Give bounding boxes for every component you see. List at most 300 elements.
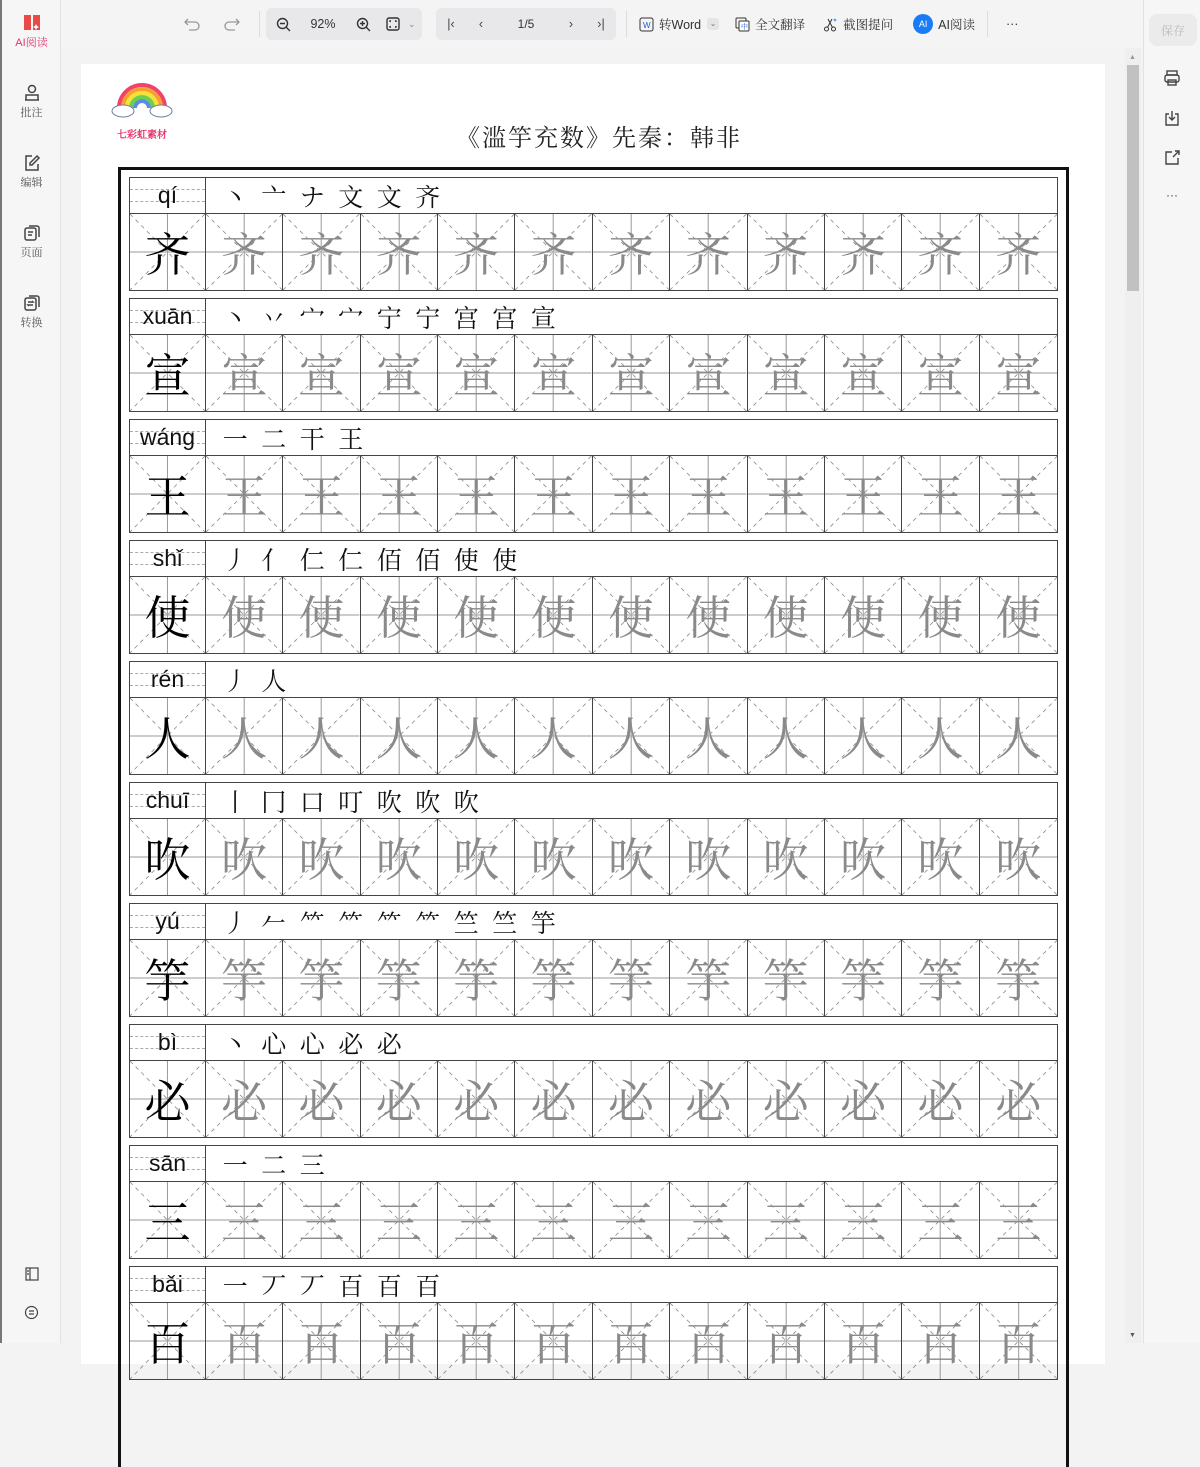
- tracing-character: 人: [685, 712, 732, 766]
- tracing-cell: [670, 698, 747, 774]
- stroke-step: 王: [338, 424, 364, 454]
- stroke-step: 必: [338, 1029, 364, 1059]
- tracing-cell: [825, 577, 902, 653]
- pinyin-row: [129, 1145, 1058, 1182]
- more-button[interactable]: ···: [1005, 17, 1019, 31]
- tracing-character: 人: [530, 712, 577, 766]
- stroke-step: 百: [376, 1271, 402, 1301]
- tracing-character: 使: [995, 591, 1042, 645]
- pinyin-row: [129, 661, 1058, 698]
- tracing-cell: [515, 819, 592, 895]
- translate-icon: [735, 17, 750, 32]
- stroke-step: 丆: [261, 1271, 287, 1301]
- model-character-cell: [130, 940, 206, 1016]
- character-row: [129, 1024, 1058, 1138]
- tracing-cell: [825, 1182, 902, 1258]
- fit-icon: [386, 17, 400, 31]
- pinyin-cell: [130, 1146, 206, 1181]
- model-character: 使: [144, 591, 191, 645]
- pinyin: chuī: [145, 787, 190, 813]
- tracing-cell: [980, 1182, 1057, 1258]
- pinyin-row: [129, 782, 1058, 819]
- word-icon: [639, 17, 654, 32]
- tracing-cell: [438, 1182, 515, 1258]
- pinyin: qí: [157, 182, 178, 208]
- chevron-right-icon: ›: [568, 17, 574, 31]
- tracing-character: 宣: [530, 349, 577, 403]
- model-character-cell: [130, 214, 206, 290]
- tracing-cell: [593, 940, 670, 1016]
- tracing-character: 三: [995, 1196, 1042, 1250]
- comment-icon: [24, 1305, 39, 1320]
- model-character: 必: [144, 1075, 191, 1129]
- tracing-character: 齐: [840, 228, 887, 282]
- stroke-step: 一: [222, 1271, 248, 1301]
- tracing-character: 吹: [995, 833, 1042, 887]
- tracing-cell: [206, 698, 283, 774]
- stroke-step: 丿: [222, 545, 248, 575]
- stroke-order: [206, 904, 1057, 939]
- character-row: [129, 177, 1058, 291]
- tracing-character: 王: [221, 470, 268, 524]
- model-character: 宣: [144, 349, 191, 403]
- scrollbar-thumb[interactable]: [1127, 65, 1139, 291]
- sidebar-item-edit[interactable]: 编辑: [2, 154, 61, 190]
- tracing-cell: [593, 698, 670, 774]
- stroke-order: [206, 420, 1057, 455]
- tracing-cell: [825, 456, 902, 532]
- zoom-out-icon: [276, 17, 291, 32]
- pinyin-row: [129, 298, 1058, 335]
- tracing-cell: [283, 456, 360, 532]
- stroke-step: 仁: [338, 545, 364, 575]
- tracing-character: 宣: [375, 349, 422, 403]
- tracing-character: 人: [453, 712, 500, 766]
- pinyin: yú: [155, 908, 180, 934]
- pinyin: shǐ: [152, 545, 183, 571]
- model-character-cell: [130, 577, 206, 653]
- tracing-character: 王: [375, 470, 422, 524]
- stroke-step: 亻: [261, 545, 287, 575]
- tracing-cell: [438, 940, 515, 1016]
- tracing-character: 齐: [221, 228, 268, 282]
- pinyin: sān: [148, 1150, 187, 1176]
- tracing-cell: [670, 577, 747, 653]
- save-button[interactable]: 保存: [1149, 14, 1197, 46]
- pinyin-cell: [130, 420, 206, 455]
- tracing-character: 吹: [221, 833, 268, 887]
- zoom-group: [266, 8, 422, 40]
- tracing-character: 百: [298, 1317, 345, 1371]
- model-character: 百: [144, 1317, 191, 1371]
- pinyin-cell: [130, 662, 206, 697]
- tracing-cell: [361, 1061, 438, 1137]
- tracing-character: 人: [840, 712, 887, 766]
- tracing-cell: [438, 1303, 515, 1379]
- tracing-grid: [129, 334, 1058, 412]
- first-page-button[interactable]: [436, 9, 466, 39]
- tracing-cell: [283, 698, 360, 774]
- tracing-cell: [438, 1061, 515, 1137]
- fit-page-button[interactable]: [378, 9, 408, 39]
- tracing-cell: [283, 1182, 360, 1258]
- tracing-character: 吹: [607, 833, 654, 887]
- tracing-character: 齐: [685, 228, 732, 282]
- tracing-cell: [825, 214, 902, 290]
- tracing-character: 王: [840, 470, 887, 524]
- tracing-grid: [129, 213, 1058, 291]
- tracing-cell: [361, 940, 438, 1016]
- next-page-button[interactable]: [556, 9, 586, 39]
- sidebar-item-pages[interactable]: 页面: [2, 224, 61, 260]
- character-row: [129, 298, 1058, 412]
- stroke-step: 吹: [453, 787, 479, 817]
- tracing-character: 使: [453, 591, 500, 645]
- tracing-character: 竽: [995, 954, 1042, 1008]
- tracing-character: 必: [840, 1075, 887, 1129]
- tracing-cell: [361, 1182, 438, 1258]
- tracing-cell: [283, 940, 360, 1016]
- vertical-scrollbar[interactable]: [1125, 48, 1141, 1343]
- tracing-cell: [748, 698, 825, 774]
- first-page-icon: |‹: [447, 17, 455, 31]
- tracing-character: 王: [530, 470, 577, 524]
- tracing-character: 百: [995, 1317, 1042, 1371]
- tracing-character: 使: [298, 591, 345, 645]
- tracing-cell: [902, 577, 979, 653]
- tracing-cell: [206, 1061, 283, 1137]
- stroke-step: 丆: [299, 1271, 325, 1301]
- tracing-character: 竽: [453, 954, 500, 1008]
- tracing-cell: [593, 577, 670, 653]
- stroke-step: 心: [261, 1029, 287, 1059]
- tracing-cell: [670, 819, 747, 895]
- page-title: 《滥竽充数》先秦：韩非: [456, 124, 742, 152]
- tracing-character: 王: [995, 470, 1042, 524]
- tracing-grid: [129, 1302, 1058, 1380]
- tracing-character: 齐: [607, 228, 654, 282]
- zoom-in-button[interactable]: [348, 9, 378, 39]
- tracing-character: 百: [221, 1317, 268, 1371]
- print-icon[interactable]: [1162, 68, 1182, 88]
- tracing-character: 使: [917, 591, 964, 645]
- tracing-cell: [748, 819, 825, 895]
- tracing-character: 齐: [995, 228, 1042, 282]
- tracing-character: 人: [298, 712, 345, 766]
- tracing-character: 齐: [375, 228, 422, 282]
- stroke-step: 心: [299, 1029, 325, 1059]
- tracing-cell: [283, 335, 360, 411]
- tracing-cell: [515, 1303, 592, 1379]
- tracing-character: 必: [530, 1075, 577, 1129]
- tracing-cell: [980, 698, 1057, 774]
- stroke-order: [206, 783, 1057, 818]
- stroke-step: 吹: [376, 787, 402, 817]
- prev-page-button[interactable]: [466, 9, 496, 39]
- stroke-step: 叮: [338, 787, 364, 817]
- tracing-cell: [438, 335, 515, 411]
- tracing-cell: [825, 819, 902, 895]
- tracing-character: 宣: [840, 349, 887, 403]
- stroke-step: 宫: [492, 303, 518, 333]
- model-character-cell: [130, 1303, 206, 1379]
- tracing-cell: [438, 819, 515, 895]
- tracing-cell: [748, 335, 825, 411]
- tracing-cell: [515, 940, 592, 1016]
- tracing-cell: [593, 335, 670, 411]
- tracing-cell: [593, 819, 670, 895]
- tracing-character: 三: [375, 1196, 422, 1250]
- zoom-in-icon: [356, 17, 371, 32]
- tracing-cell: [825, 1061, 902, 1137]
- tracing-character: 吹: [375, 833, 422, 887]
- tracing-cell: [902, 1303, 979, 1379]
- tracing-cell: [361, 456, 438, 532]
- tracing-character: 宣: [995, 349, 1042, 403]
- tracing-cell: [206, 214, 283, 290]
- tracing-character: 百: [917, 1317, 964, 1371]
- model-character-cell: [130, 335, 206, 411]
- stroke-step: ⺮: [376, 908, 402, 938]
- tracing-cell: [515, 1061, 592, 1137]
- tracing-cell: [748, 1303, 825, 1379]
- tracing-character: 使: [762, 591, 809, 645]
- tracing-cell: [670, 214, 747, 290]
- stroke-step: 宫: [453, 303, 479, 333]
- tracing-grid: [129, 576, 1058, 654]
- tracing-cell: [825, 940, 902, 1016]
- tracing-character: 三: [298, 1196, 345, 1250]
- panel-toggle-button[interactable]: [2, 1267, 61, 1283]
- stroke-step: 宁: [415, 303, 441, 333]
- tracing-cell: [515, 1182, 592, 1258]
- character-row: [129, 1145, 1058, 1259]
- stroke-step: 佰: [415, 545, 441, 575]
- tracing-character: 三: [685, 1196, 732, 1250]
- tracing-grid: [129, 939, 1058, 1017]
- stroke-step: 竽: [530, 908, 556, 938]
- model-character: 吹: [144, 833, 191, 887]
- tracing-cell: [283, 1303, 360, 1379]
- redo-button[interactable]: [217, 9, 247, 39]
- stroke-step: 𠂉: [261, 908, 287, 938]
- tracing-cell: [593, 214, 670, 290]
- pinyin-cell: [130, 1025, 206, 1060]
- scroll-down-icon[interactable]: ▼: [1129, 1332, 1136, 1339]
- page-nav-group: [436, 8, 616, 40]
- tracing-character: 百: [375, 1317, 422, 1371]
- tracing-cell: [206, 577, 283, 653]
- translate-button[interactable]: 全文翻译: [755, 18, 806, 32]
- tracing-character: 王: [917, 470, 964, 524]
- tracing-cell: [206, 456, 283, 532]
- stroke-step: 干: [299, 424, 325, 454]
- tracing-grid: [129, 818, 1058, 896]
- tracing-grid: [129, 697, 1058, 775]
- stroke-step: 丿: [222, 666, 248, 696]
- tracing-cell: [670, 1303, 747, 1379]
- tracing-character: 人: [375, 712, 422, 766]
- tracing-character: 竽: [221, 954, 268, 1008]
- stroke-step: 使: [453, 545, 479, 575]
- zoom-out-button[interactable]: [268, 9, 298, 39]
- stroke-step: 百: [415, 1271, 441, 1301]
- tracing-cell: [593, 1182, 670, 1258]
- tracing-cell: [593, 456, 670, 532]
- redo-icon: [224, 17, 240, 31]
- tracing-character: 宣: [685, 349, 732, 403]
- pinyin-cell: [130, 1267, 206, 1302]
- tracing-character: 百: [607, 1317, 654, 1371]
- panel-icon: [25, 1267, 39, 1281]
- tracing-cell: [283, 1061, 360, 1137]
- tracing-cell: [902, 940, 979, 1016]
- tracing-character: 必: [298, 1075, 345, 1129]
- undo-button[interactable]: [177, 9, 207, 39]
- sidebar-item-ai-read[interactable]: AI阅读: [2, 12, 61, 50]
- screenshot-ask-button[interactable]: 截图提问: [843, 18, 894, 32]
- tracing-grid: [129, 455, 1058, 533]
- chevron-down-icon[interactable]: ⌄: [408, 18, 416, 29]
- tracing-cell: [438, 456, 515, 532]
- stroke-step: 文: [376, 182, 402, 212]
- stroke-step: 二: [261, 1150, 287, 1180]
- stroke-step: 丶: [222, 182, 248, 212]
- stroke-step: 宣: [530, 303, 556, 333]
- tracing-cell: [283, 214, 360, 290]
- tracing-cell: [206, 940, 283, 1016]
- scroll-up-icon[interactable]: ▲: [1129, 54, 1136, 61]
- tracing-cell: [361, 214, 438, 290]
- model-character: 竽: [144, 954, 191, 1008]
- tracing-cell: [670, 1182, 747, 1258]
- svg-text:中: 中: [741, 23, 749, 31]
- tracing-cell: [283, 819, 360, 895]
- tracing-character: 竽: [375, 954, 422, 1008]
- stroke-step: 必: [376, 1029, 402, 1059]
- tracing-character: 人: [607, 712, 654, 766]
- stroke-order: [206, 541, 1057, 576]
- practice-sheet: [118, 167, 1069, 1467]
- tracing-character: 三: [917, 1196, 964, 1250]
- tracing-character: 王: [298, 470, 345, 524]
- ai-read-button[interactable]: AI阅读: [938, 18, 975, 32]
- pinyin-cell: [130, 178, 206, 213]
- actions-group: [626, 8, 1018, 40]
- sidebar-item-annotate[interactable]: 批注: [2, 84, 61, 120]
- share-icon[interactable]: [1162, 148, 1182, 168]
- tracing-cell: [438, 214, 515, 290]
- undo-icon: [184, 17, 200, 31]
- tracing-character: 齐: [298, 228, 345, 282]
- last-page-button[interactable]: [586, 9, 616, 39]
- tracing-character: 使: [685, 591, 732, 645]
- tracing-character: 竽: [298, 954, 345, 1008]
- svg-text:W: W: [643, 20, 651, 30]
- tracing-cell: [902, 819, 979, 895]
- stroke-step: ナ: [299, 182, 325, 212]
- stroke-step: 使: [492, 545, 518, 575]
- sidebar-item-convert[interactable]: 转换: [2, 294, 61, 330]
- pinyin-row: [129, 1266, 1058, 1303]
- tracing-cell: [670, 456, 747, 532]
- stroke-step: ⺮: [338, 908, 364, 938]
- stroke-step: 丶: [222, 1029, 248, 1059]
- history-group: [177, 8, 260, 40]
- to-word-dropdown[interactable]: ⌄: [707, 18, 719, 30]
- stroke-step: 一: [222, 424, 248, 454]
- pinyin: xuān: [142, 303, 193, 329]
- pinyin-row: [129, 903, 1058, 940]
- stroke-order: [206, 1025, 1057, 1060]
- stroke-step: 仁: [299, 545, 325, 575]
- tracing-cell: [206, 1182, 283, 1258]
- stroke-step: 佰: [376, 545, 402, 575]
- tracing-character: 竽: [530, 954, 577, 1008]
- pinyin-cell: [130, 541, 206, 576]
- tracing-cell: [748, 940, 825, 1016]
- stroke-step: ⺮: [415, 908, 441, 938]
- character-row: [129, 1266, 1058, 1380]
- tracing-cell: [980, 335, 1057, 411]
- zoom-level[interactable]: 92%: [310, 17, 336, 31]
- tracing-character: 王: [762, 470, 809, 524]
- tracing-cell: [902, 1182, 979, 1258]
- scissors-icon: [823, 17, 838, 32]
- more-options-button[interactable]: ···: [1166, 188, 1178, 202]
- tracing-character: 三: [840, 1196, 887, 1250]
- tracing-cell: [515, 456, 592, 532]
- tracing-cell: [206, 1303, 283, 1379]
- model-character: 王: [144, 470, 191, 524]
- tracing-cell: [980, 577, 1057, 653]
- tracing-character: 三: [607, 1196, 654, 1250]
- download-icon[interactable]: [1162, 108, 1182, 128]
- tracing-character: 竽: [685, 954, 732, 1008]
- pinyin-cell: [130, 783, 206, 818]
- stroke-order: [206, 299, 1057, 334]
- pinyin-row: [129, 540, 1058, 577]
- stroke-step: 口: [299, 787, 325, 817]
- chevron-left-icon: ‹: [478, 17, 484, 31]
- tracing-cell: [748, 577, 825, 653]
- character-row: [129, 661, 1058, 775]
- page-indicator[interactable]: 1/5: [517, 17, 535, 31]
- tracing-cell: [361, 577, 438, 653]
- tracing-character: 宣: [453, 349, 500, 403]
- to-word-button[interactable]: 转Word: [659, 18, 702, 32]
- stroke-step: 百: [338, 1271, 364, 1301]
- tracing-character: 齐: [762, 228, 809, 282]
- tracing-character: 宣: [298, 349, 345, 403]
- tracing-character: 齐: [917, 228, 964, 282]
- tracing-cell: [825, 1303, 902, 1379]
- tracing-character: 必: [762, 1075, 809, 1129]
- stroke-step: 丷: [261, 303, 287, 333]
- tracing-cell: [438, 577, 515, 653]
- tracing-cell: [748, 1182, 825, 1258]
- pinyin: bǎi: [152, 1271, 183, 1297]
- tracing-cell: [825, 698, 902, 774]
- comment-button[interactable]: [2, 1305, 61, 1322]
- tracing-character: 百: [762, 1317, 809, 1371]
- stroke-step: 丶: [222, 303, 248, 333]
- tracing-cell: [515, 214, 592, 290]
- tracing-character: 百: [685, 1317, 732, 1371]
- character-row: [129, 540, 1058, 654]
- tracing-cell: [206, 819, 283, 895]
- rainbow-logo-icon: [111, 78, 173, 120]
